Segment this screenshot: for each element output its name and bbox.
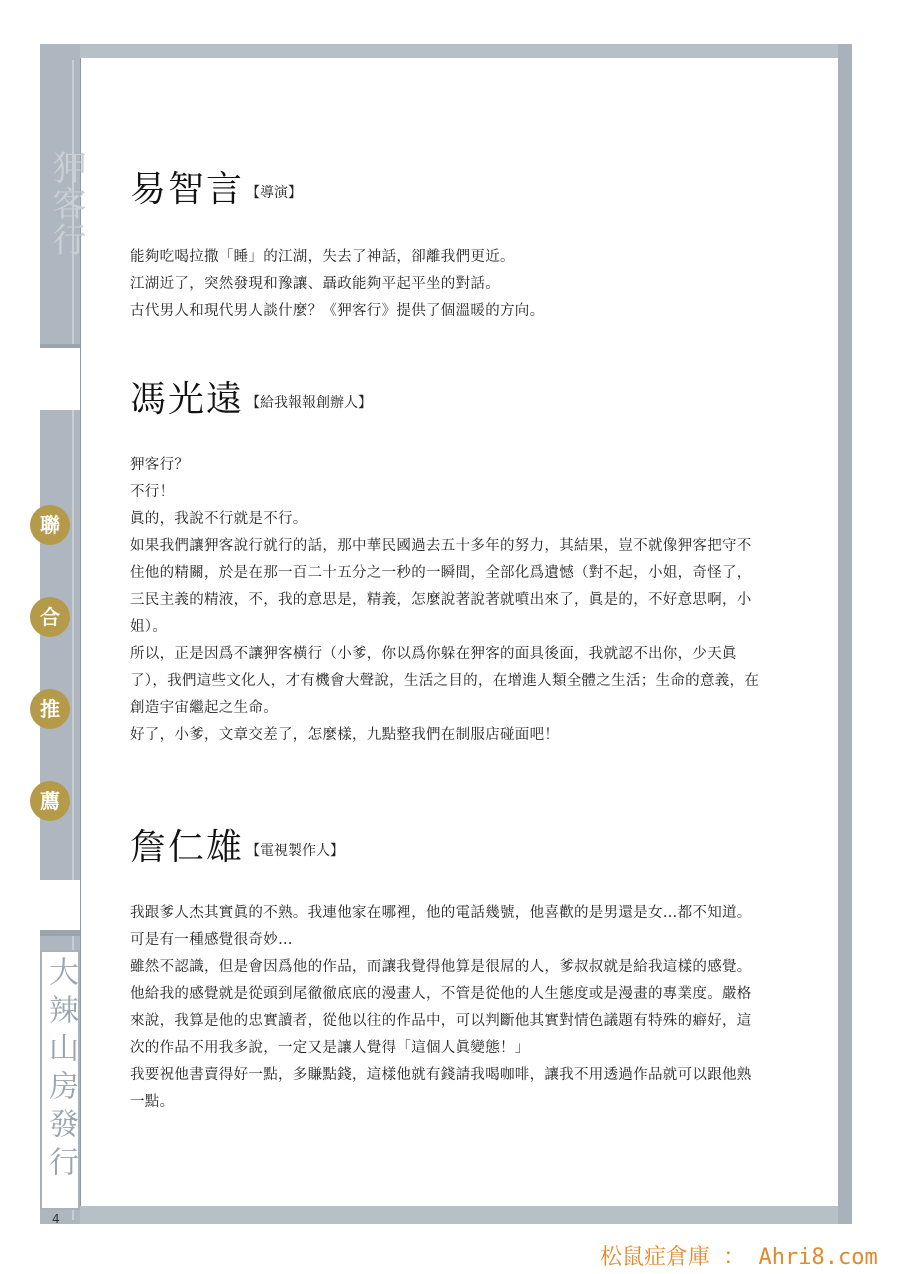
text-line: 能夠吃喝拉撒「睡」的江湖，失去了神話，卻離我們更近。 (130, 249, 515, 265)
site-watermark: 松鼠症倉庫 ： Ahri8.com (600, 1245, 878, 1270)
section-feng-guangyuan (130, 378, 775, 749)
section-body (130, 244, 775, 325)
author-role: 【給我報報創辦人】 (246, 395, 373, 411)
text-line: 來說，我算是他的忠實讀者，從他以往的作品中，可以判斷他其實對情色議題有特殊的癖好，這 (130, 1013, 752, 1029)
author-name: 易智言 (130, 169, 245, 210)
text-line: 雖然不認識，但是會因爲他的作品，而讓我覺得他算是很屌的人，爹叔叔就是給我這樣的感覺。 (130, 959, 752, 975)
spine-book-title: 狎客行 (46, 150, 86, 258)
text-line: 次的作品不用我多說，一定又是讓人覺得「這個人眞變態！」 (130, 1040, 530, 1056)
author-name: 馮光遠 (130, 379, 245, 420)
spine-publisher-box (40, 950, 80, 1210)
text-line: 不行！ (130, 484, 175, 500)
text-line: 我跟爹人杰其實眞的不熟。我連他家在哪裡，他的電話幾號，他喜歡的是男還是女…都不知道。 (130, 905, 752, 921)
text-line: 了），我們這些文化人，才有機會大聲說，生活之目的，在增進人類全體之生活；生命的意義，在 (130, 673, 760, 689)
badge-he: 合 (30, 597, 70, 637)
text-line: 我要祝他書賣得好一點，多賺點錢，這樣他就有錢請我喝咖啡，讓我不用透過作品就可以跟他熟 (130, 1067, 752, 1083)
text-line: 姐）。 (130, 619, 168, 635)
text-line: 創造宇宙繼起之生命。 (130, 700, 278, 716)
text-line: 一點。 (130, 1094, 175, 1110)
badge-lian: 聯 (30, 505, 70, 545)
frame-right-edge (838, 44, 852, 1224)
text-line: 狎客行？ (130, 457, 190, 473)
section-yi-zhiyan (130, 168, 775, 325)
author-role: 【導演】 (246, 185, 303, 201)
section-zhan-renxiong (130, 826, 775, 1116)
author-role: 【電視製作人】 (246, 843, 345, 859)
spine-publisher-label: 大辣山房發行 (43, 956, 78, 1184)
spine-notch-lower (40, 880, 80, 936)
text-line: 他給我的感覺就是從頭到尾徹徹底底的漫畫人，不管是從他的人生態度或是漫畫的專業度。嚴格 (130, 986, 752, 1002)
text-line: 如果我們讓狎客說行就行的話，那中華民國過去五十多年的努力，其結果，豈不就像狎客把守不 (130, 538, 752, 554)
text-line: 住他的精關，於是在那一百二十五分之一秒的一瞬間，全部化爲遺憾（對不起，小姐，奇怪了， (130, 565, 752, 581)
recommendation-badges (30, 505, 74, 873)
badge-jian: 薦 (30, 781, 70, 821)
text-line: 眞的，我說不行就是不行。 (130, 511, 308, 527)
author-name: 詹仁雄 (130, 827, 245, 868)
text-line: 江湖近了，突然發現和豫讓、聶政能夠平起平坐的對話。 (130, 276, 500, 292)
text-line: 三民主義的精液，不，我的意思是，精義，怎麼說著說著就噴出來了，眞是的，不好意思啊，小 (130, 592, 752, 608)
section-body (130, 452, 775, 749)
section-body (130, 900, 775, 1116)
text-line: 可是有一種感覺很奇妙… (130, 932, 293, 948)
text-line: 所以，正是因爲不讓狎客橫行（小爹，你以爲你躲在狎客的面具後面，我就認不出你，少天眞 (130, 646, 737, 662)
badge-tui: 推 (30, 689, 70, 729)
text-line: 好了，小爹，文章交差了，怎麼樣，九點整我們在制服店碰面吧！ (130, 727, 560, 743)
text-line: 古代男人和現代男人談什麼？《狎客行》提供了個溫暖的方向。 (130, 303, 545, 319)
spine-notch-lower-bar (40, 930, 80, 936)
page-number: 4 (52, 1212, 60, 1226)
spine-notch (40, 348, 80, 410)
